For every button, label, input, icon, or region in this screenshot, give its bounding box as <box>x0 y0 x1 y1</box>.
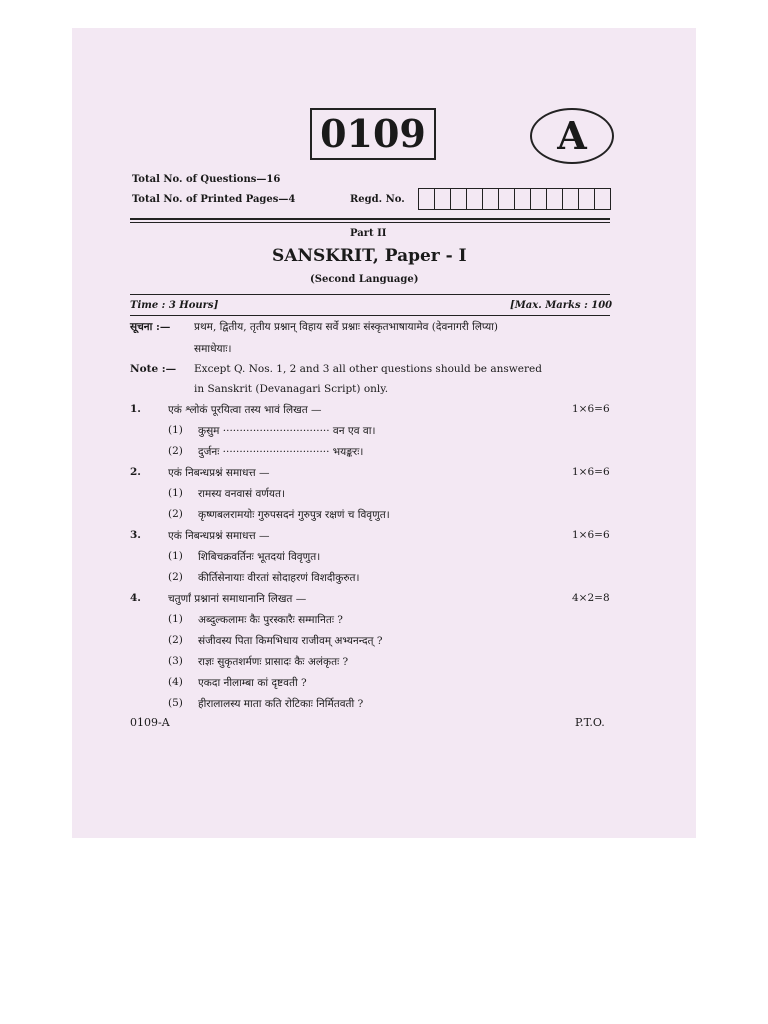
total-pages: Total No. of Printed Pages—4 <box>132 194 296 205</box>
question-marks: 1×6=6 <box>572 403 610 415</box>
exam-paper-sheet <box>72 28 696 838</box>
header-divider-thin <box>130 222 610 223</box>
regd-label: Regd. No. <box>350 194 405 205</box>
question-marks: 4×2=8 <box>572 592 610 604</box>
sub-question-text: कृष्णबलरामयोः गुरुपसदनं गुरुपुत्र रक्षणं च विवृणुत। <box>198 509 390 521</box>
sub-question-number: (4) <box>168 676 183 688</box>
regd-box <box>563 189 579 209</box>
regd-box <box>547 189 563 209</box>
regd-box <box>435 189 451 209</box>
question-number: 1. <box>130 403 141 415</box>
sub-question-number: (2) <box>168 445 183 457</box>
question-number: 3. <box>130 529 141 541</box>
note-label: Note :— <box>130 363 177 375</box>
question-text: एकं निबन्धप्रश्नं समाधत्त — <box>168 530 270 542</box>
sub-question-text: रामस्य वनवासं वर्णयत। <box>198 488 285 500</box>
footer-pto: P.T.O. <box>575 716 605 729</box>
sub-question-text: कीर्तिसेनायाः वीरतां सोदाहरणं विशदीकुरुत। <box>198 572 360 584</box>
sub-question-number: (2) <box>168 634 183 646</box>
suchna-text-line2: समाधेयाः। <box>194 343 232 355</box>
sub-question-number: (2) <box>168 508 183 520</box>
total-questions: Total No. of Questions—16 <box>132 174 281 185</box>
question-text: एकं श्लोकं पूरयित्वा तस्य भावं लिखत — <box>168 404 322 416</box>
question-marks: 1×6=6 <box>572 466 610 478</box>
sub-question-text: दुर्जनः ································ भयङ्करः। <box>198 446 364 458</box>
question-number: 4. <box>130 592 141 604</box>
regd-box <box>499 189 515 209</box>
regd-box <box>451 189 467 209</box>
sub-question-text: एकदा नीलाम्बा कां दृष्टवती ? <box>198 677 307 689</box>
sub-question-text: कुसुम ································ वन एव वा। <box>198 425 376 437</box>
question-marks: 1×6=6 <box>572 529 610 541</box>
paper-code-box: 0109 <box>310 108 436 160</box>
sub-question-number: (1) <box>168 550 183 562</box>
note-text-line2: in Sanskrit (Devanagari Script) only. <box>194 383 389 395</box>
time-label: Time : 3 Hours] <box>130 300 219 311</box>
note-text-line1: Except Q. Nos. 1, 2 and 3 all other questions should be answered <box>194 363 542 375</box>
set-letter-circle: A <box>530 108 614 164</box>
regd-number-boxes <box>418 188 611 210</box>
question-text: चतुर्णां प्रश्नानां समाधानानि लिखत — <box>168 593 307 605</box>
sub-question-number: (5) <box>168 697 183 709</box>
sub-question-text: राज्ञः सुकृतशर्मणः प्रासादः कैः अलंकृतः ? <box>198 656 349 668</box>
question-text: एकं निबन्धप्रश्नं समाधत्त — <box>168 467 270 479</box>
regd-box <box>483 189 499 209</box>
sub-question-number: (1) <box>168 613 183 625</box>
regd-box <box>515 189 531 209</box>
meta-divider <box>130 315 610 316</box>
sub-question-number: (3) <box>168 655 183 667</box>
suchna-label: सूचना :— <box>130 321 171 333</box>
language-label: (Second Language) <box>310 274 419 285</box>
sub-question-number: (2) <box>168 571 183 583</box>
suchna-text-line1: प्रथम, द्वितीय, तृतीय प्रश्नान् विहाय सर्वे प्रश्नाः संस्कृतभाषायामेव (देवनागरी लिप्या) <box>194 321 499 333</box>
title-divider <box>130 294 610 295</box>
footer-code: 0109-A <box>130 716 170 729</box>
regd-box <box>595 189 610 209</box>
part-label: Part II <box>350 228 387 239</box>
max-marks-label: [Max. Marks : 100 <box>510 300 613 311</box>
regd-box <box>531 189 547 209</box>
sub-question-text: शिबिचक्रवर्तिनः भूतदयां विवृणुत। <box>198 551 321 563</box>
regd-box <box>419 189 435 209</box>
subject-title: SANSKRIT, Paper - I <box>272 246 467 266</box>
header-divider <box>130 218 610 220</box>
sub-question-text: संजीवस्य पिता किमभिधाय राजीवम् अभ्यनन्दत् ? <box>198 635 383 647</box>
sub-question-number: (1) <box>168 424 183 436</box>
regd-box <box>467 189 483 209</box>
sub-question-number: (1) <box>168 487 183 499</box>
sub-question-text: अब्दुल्कलामः कैः पुरस्कारैः सम्मानितः ? <box>198 614 343 626</box>
sub-question-text: हीरालालस्य माता कति रोटिकाः निर्मितवती ? <box>198 698 364 710</box>
question-number: 2. <box>130 466 141 478</box>
regd-box <box>579 189 595 209</box>
